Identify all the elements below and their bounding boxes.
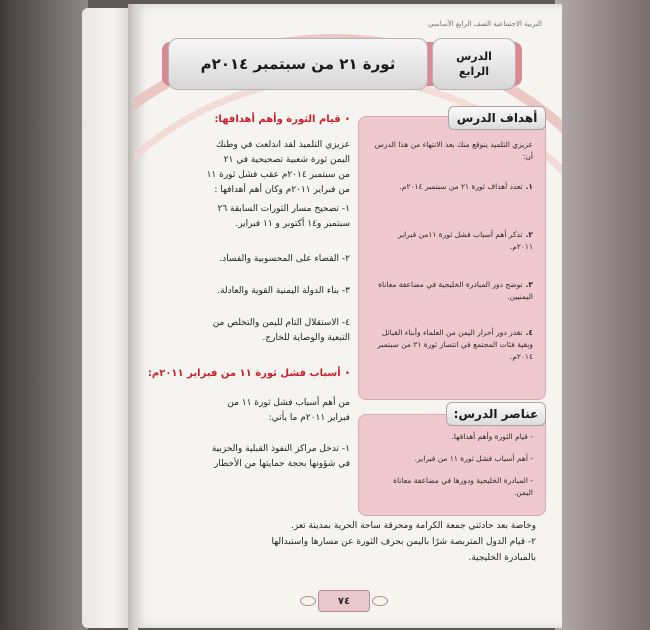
lesson-ordinal: الرابع (458, 65, 490, 78)
section-heading: •أسباب فشل ثورة ١١ من فبراير ٢٠١١م: (147, 368, 350, 379)
goal-item: ٢.تذكر أهم أسباب فشل ثورة ١١من فبراير ٢٠١١م. (397, 230, 533, 251)
goals-intro: عزيزي التلميذ يتوقع منك بعد الانتهاء من هذا الدرس أن: (374, 140, 533, 161)
goal-item: ٤.تقدر دور أحرار اليمن من العلماء وأبناء القبائل وبقية فئات المجتمع في انتصار ثورة ٢١ من سبتمبر ٢٠١٤م. (377, 328, 533, 361)
page-number: ٧٤ (318, 590, 370, 612)
bottom-paragraph: وخاصة بعد حادثتي جمعة الكرامة ومحرقة ساحة الحرية بمدينة تعز. ٢- قيام الدول المتربصة شرًا باليمن بحرف الثورة عن مسارها واستبدالها بالمبادرة الخليجية. (271, 521, 536, 563)
lesson-title: ثورة ٢١ من سبتمبر ٢٠١٤م (200, 55, 396, 73)
title-box (168, 38, 428, 90)
element-item: - قيام الثورة وأهم أهدافها. (451, 432, 533, 441)
paragraph: عزيزي التلميذ لقد اندلعت في وطنك اليمن ثورة شعبية تصحيحية في ٢١ من سبتمبر ٢٠١٤م عقب فشل ثورة ١١ من فبراير ٢٠١١م وكان أهم أهدافها : (206, 140, 350, 195)
goal-list-item: ١- تصحيح مسار الثورات السابقة ٢٦ سبتمبر و١٤ أكتوبر و ١١ فبراير. (217, 204, 350, 229)
element-item: - أهم أسباب فشل ثورة ١١ من فبراير. (414, 454, 533, 463)
section-heading: •قيام الثورة وأهم أهدافها: (214, 114, 350, 125)
lesson-title-bar (162, 36, 522, 92)
bullet-icon: • (344, 369, 350, 379)
goal-list-item: ٢- القضاء على المحسوبية والفساد. (219, 254, 350, 264)
elements-box (358, 414, 546, 516)
background-right (555, 0, 650, 630)
facing-page-edge (82, 8, 132, 628)
goals-box (358, 116, 546, 400)
bullet-icon: • (344, 115, 350, 125)
goal-item: ١.تعدد أهداف ثورة ٢١ من سبتمبر ٢٠١٤م. (399, 182, 533, 191)
page-number-ornament-icon (372, 596, 388, 606)
goal-list-item: ٤- الاستقلال التام لليمن والتخلص من التبعية والوصاية للخارج. (212, 318, 350, 343)
element-item: - المبادرة الخليجية ودورها في مضاعفة معاناة اليمن. (393, 476, 533, 497)
lesson-label: الدرس (456, 50, 492, 63)
paragraph: من أهم أسباب فشل ثورة ١١ من فبراير ٢٠١١م ما يأتي: (227, 398, 350, 423)
lesson-number-box (432, 38, 516, 90)
page-number-ornament-icon (300, 596, 316, 606)
goals-heading: أهداف الدرس (448, 106, 546, 130)
background-left (0, 0, 88, 630)
goal-item: ٣.توضح دور المبادرة الخليجية في مضاعفة معاناة اليمنيين. (378, 280, 533, 301)
cause-list-item: ١- تدخل مراكز النفوذ القبلية والحزبية في شؤونها بحجة حمايتها من الأخطار (211, 444, 350, 469)
textbook-page (134, 4, 562, 628)
elements-heading: عناصر الدرس: (446, 402, 546, 426)
running-head: التربية الاجتماعية الصف الرابع الأساسي (428, 20, 542, 28)
goal-list-item: ٣- بناء الدولة اليمنية القوية والعادلة. (217, 286, 350, 296)
